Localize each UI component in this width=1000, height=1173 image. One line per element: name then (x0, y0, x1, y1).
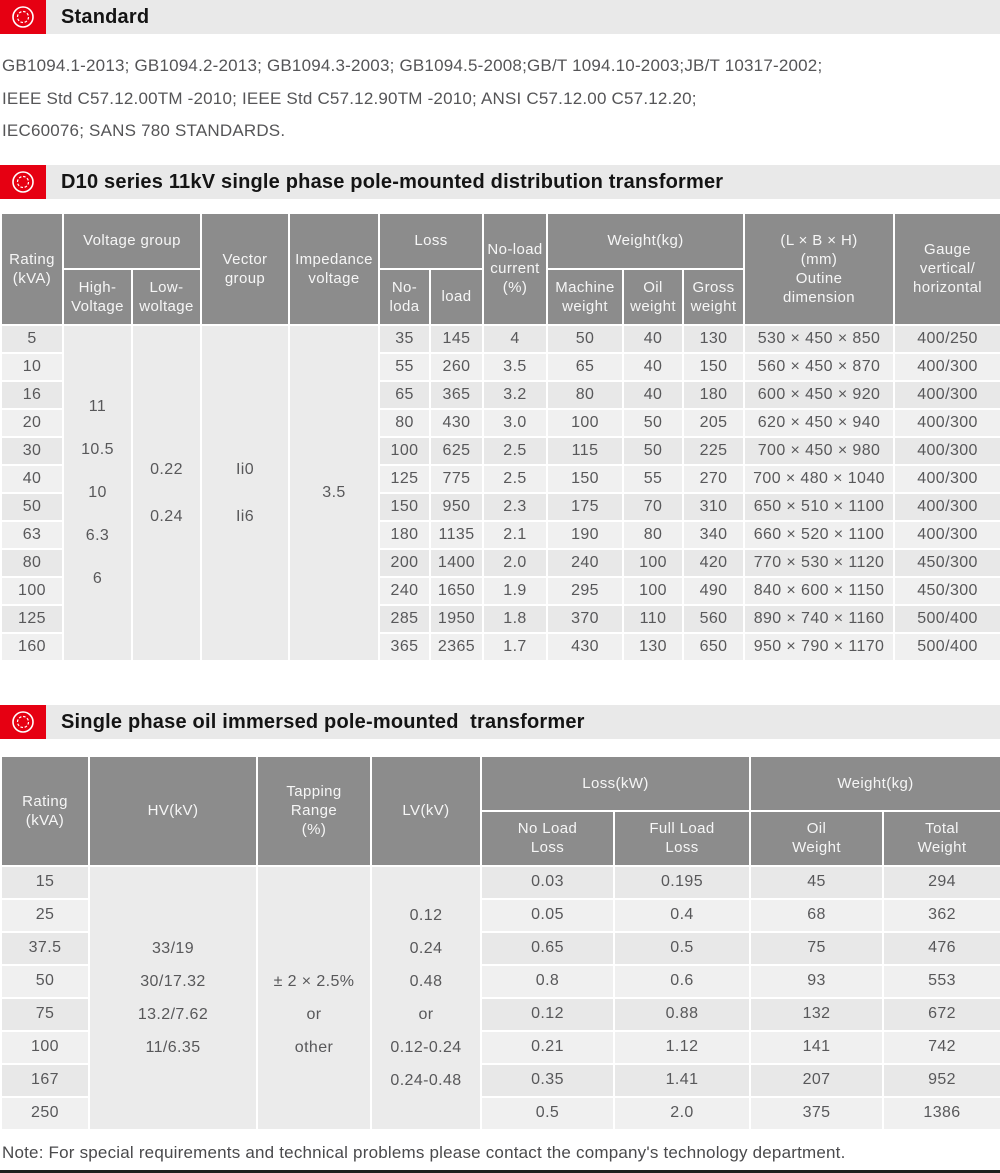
t1-header-no-load: No- loda (379, 269, 430, 325)
t1-cell-rating: 160 (1, 633, 63, 661)
standards-line-3: IEC60076; SANS 780 STANDARDS. (2, 121, 286, 140)
t1-cell-machine-weight: 370 (547, 605, 623, 633)
t1-header-no-load-current: No-load current (%) (483, 213, 547, 325)
t2-cell-total-weight: 294 (883, 866, 1000, 899)
t2-cell-total-weight: 672 (883, 998, 1000, 1031)
t2-merged-hv (89, 866, 257, 1130)
t1-merged-low-voltage (132, 325, 201, 661)
t1-cell-machine-weight: 100 (547, 409, 623, 437)
lv-value: 0.48 (409, 972, 443, 990)
t1-cell-gauge: 400/300 (894, 437, 1000, 465)
t2-cell-no-load-loss: 0.03 (481, 866, 614, 899)
t1-cell-rating: 50 (1, 493, 63, 521)
t1-cell-dimension: 770 × 530 × 1120 (744, 549, 894, 577)
t2-cell-rating: 37.5 (1, 932, 89, 965)
t1-cell-gross-weight: 150 (683, 353, 744, 381)
t1-cell-no-load-loss: 200 (379, 549, 430, 577)
t1-cell-no-load-loss: 55 (379, 353, 430, 381)
t1-header-vector-group: Vector group (201, 213, 289, 325)
t1-cell-gauge: 500/400 (894, 633, 1000, 661)
t2-cell-oil-weight: 132 (750, 998, 883, 1031)
hv-value: 11 (88, 398, 107, 415)
t2-cell-oil-weight: 207 (750, 1064, 883, 1097)
t1-cell-load-loss: 1400 (430, 549, 483, 577)
hv-value: 10.5 (81, 441, 114, 458)
hv-value: 6.3 (85, 527, 110, 544)
hv-value: 11/6.35 (145, 1038, 201, 1056)
t2-cell-rating: 100 (1, 1031, 89, 1064)
t2-header-hv: HV(kV) (89, 756, 257, 866)
t1-cell-rating: 80 (1, 549, 63, 577)
t2-cell-no-load-loss: 0.8 (481, 965, 614, 998)
oil-immersed-spec-table (0, 755, 1000, 1131)
section-bar-oil-immersed (0, 705, 1000, 739)
t1-cell-oil-weight: 55 (623, 465, 683, 493)
t2-cell-no-load-loss: 0.21 (481, 1031, 614, 1064)
lv-value: 0.24-0.48 (390, 1071, 462, 1089)
t1-cell-gross-weight: 205 (683, 409, 744, 437)
t2-cell-rating: 50 (1, 965, 89, 998)
section-title-standard: Standard (61, 6, 150, 28)
t2-cell-full-load-loss: 1.12 (614, 1031, 750, 1064)
t1-cell-load-loss: 1950 (430, 605, 483, 633)
t1-header-high-voltage: High- Voltage (63, 269, 132, 325)
t2-cell-total-weight: 553 (883, 965, 1000, 998)
t1-cell-gauge: 450/300 (894, 577, 1000, 605)
t1-cell-oil-weight: 40 (623, 353, 683, 381)
t2-cell-oil-weight: 141 (750, 1031, 883, 1064)
t1-cell-load-loss: 260 (430, 353, 483, 381)
t2-header-total-weight: Total Weight (883, 811, 1000, 866)
t1-cell-gauge: 400/300 (894, 353, 1000, 381)
t1-cell-rating: 125 (1, 605, 63, 633)
vector-value: Ii6 (235, 507, 255, 525)
t2-cell-no-load-loss: 0.65 (481, 932, 614, 965)
t1-cell-dimension: 560 × 450 × 870 (744, 353, 894, 381)
t1-header-oil-weight: Oil weight (623, 269, 683, 325)
t1-cell-no-load-loss: 125 (379, 465, 430, 493)
t1-cell-current: 2.3 (483, 493, 547, 521)
t1-cell-oil-weight: 100 (623, 577, 683, 605)
t1-header-load: load (430, 269, 483, 325)
t1-cell-gauge: 400/300 (894, 381, 1000, 409)
t1-cell-current: 3.0 (483, 409, 547, 437)
bottom-rule (0, 1170, 1000, 1173)
t2-cell-total-weight: 952 (883, 1064, 1000, 1097)
t1-cell-gross-weight: 180 (683, 381, 744, 409)
t1-cell-oil-weight: 40 (623, 381, 683, 409)
t2-cell-oil-weight: 75 (750, 932, 883, 965)
company-logo-icon (10, 4, 36, 30)
t2-cell-total-weight: 362 (883, 899, 1000, 932)
t1-header-impedance-voltage: Impedance voltage (289, 213, 379, 325)
t2-header-no-load-loss: No Load Loss (481, 811, 614, 866)
standards-line-2: IEEE Std C57.12.00TM -2010; IEEE Std C57.12.90TM -2010; ANSI C57.12.00 C57.12.20; (2, 88, 697, 108)
hv-value: 33/19 (151, 939, 195, 957)
t1-cell-current: 2.5 (483, 465, 547, 493)
red-badge (0, 705, 46, 739)
t2-header-lv: LV(kV) (371, 756, 481, 866)
t2-cell-full-load-loss: 2.0 (614, 1097, 750, 1130)
t2-header-weight: Weight(kg) (750, 756, 1000, 811)
t1-cell-no-load-loss: 240 (379, 577, 430, 605)
t1-cell-no-load-loss: 80 (379, 409, 430, 437)
t1-cell-oil-weight: 110 (623, 605, 683, 633)
t1-cell-no-load-loss: 100 (379, 437, 430, 465)
section-bar-d10 (0, 165, 1000, 199)
table-header-row (1, 213, 1000, 269)
t2-cell-full-load-loss: 0.5 (614, 932, 750, 965)
t1-cell-gross-weight: 420 (683, 549, 744, 577)
t1-cell-no-load-loss: 35 (379, 325, 430, 353)
t1-cell-gross-weight: 340 (683, 521, 744, 549)
t2-cell-oil-weight: 45 (750, 866, 883, 899)
t1-merged-high-voltage (63, 325, 132, 661)
lv-value: 0.22 (150, 460, 183, 478)
t1-merged-impedance (289, 325, 379, 661)
t2-cell-oil-weight: 93 (750, 965, 883, 998)
table-row (1, 325, 1000, 353)
t1-cell-gauge: 400/300 (894, 521, 1000, 549)
t1-cell-dimension: 600 × 450 × 920 (744, 381, 894, 409)
t1-cell-load-loss: 365 (430, 381, 483, 409)
t1-header-gauge: Gauge vertical/ horizontal (894, 213, 1000, 325)
t1-cell-machine-weight: 295 (547, 577, 623, 605)
hv-value: 6 (92, 570, 103, 587)
t1-cell-dimension: 950 × 790 × 1170 (744, 633, 894, 661)
t2-header-oil-weight: Oil Weight (750, 811, 883, 866)
t2-cell-oil-weight: 375 (750, 1097, 883, 1130)
t1-cell-gross-weight: 225 (683, 437, 744, 465)
t1-cell-oil-weight: 50 (623, 409, 683, 437)
t1-cell-load-loss: 2365 (430, 633, 483, 661)
t1-cell-oil-weight: 80 (623, 521, 683, 549)
t1-header-voltage-group: Voltage group (63, 213, 201, 269)
t1-cell-gross-weight: 310 (683, 493, 744, 521)
t1-header-weight: Weight(kg) (547, 213, 744, 269)
t2-cell-rating: 167 (1, 1064, 89, 1097)
t1-cell-rating: 100 (1, 577, 63, 605)
t1-cell-load-loss: 950 (430, 493, 483, 521)
t1-cell-gauge: 400/250 (894, 325, 1000, 353)
lv-value: 0.12 (409, 906, 443, 924)
t1-cell-gross-weight: 490 (683, 577, 744, 605)
t1-cell-load-loss: 1650 (430, 577, 483, 605)
t2-cell-no-load-loss: 0.05 (481, 899, 614, 932)
t1-cell-no-load-loss: 180 (379, 521, 430, 549)
t1-cell-machine-weight: 430 (547, 633, 623, 661)
t1-cell-current: 3.5 (483, 353, 547, 381)
t2-cell-full-load-loss: 0.4 (614, 899, 750, 932)
t2-cell-total-weight: 742 (883, 1031, 1000, 1064)
t2-cell-full-load-loss: 0.6 (614, 965, 750, 998)
t1-cell-no-load-loss: 365 (379, 633, 430, 661)
lv-value: 0.24 (409, 939, 443, 957)
t1-cell-oil-weight: 100 (623, 549, 683, 577)
t1-cell-gross-weight: 560 (683, 605, 744, 633)
vector-value: Ii0 (235, 460, 255, 478)
t2-cell-total-weight: 1386 (883, 1097, 1000, 1130)
t1-cell-load-loss: 1135 (430, 521, 483, 549)
t1-cell-machine-weight: 150 (547, 465, 623, 493)
standards-paragraph (2, 50, 1000, 148)
t1-cell-rating: 10 (1, 353, 63, 381)
tapping-value: or (306, 1006, 322, 1023)
t1-cell-rating: 16 (1, 381, 63, 409)
t1-cell-oil-weight: 70 (623, 493, 683, 521)
t1-cell-current: 3.2 (483, 381, 547, 409)
tapping-value: other (294, 1039, 334, 1056)
lv-value: or (418, 1005, 434, 1023)
d10-spec-table (0, 212, 1000, 662)
t1-header-gross-weight: Gross weight (683, 269, 744, 325)
t1-header-loss: Loss (379, 213, 483, 269)
t1-cell-machine-weight: 65 (547, 353, 623, 381)
t1-cell-no-load-loss: 150 (379, 493, 430, 521)
t2-header-tapping: Tapping Range (%) (257, 756, 371, 866)
t1-cell-rating: 20 (1, 409, 63, 437)
t1-merged-vector-group (201, 325, 289, 661)
section-title-d10: D10 series 11kV single phase pole-mounted distribution transformer (61, 170, 724, 193)
t1-cell-current: 2.1 (483, 521, 547, 549)
t2-header-loss: Loss(kW) (481, 756, 750, 811)
t2-cell-full-load-loss: 0.88 (614, 998, 750, 1031)
section-bar-standard (0, 0, 1000, 34)
t1-cell-oil-weight: 130 (623, 633, 683, 661)
t1-cell-no-load-loss: 285 (379, 605, 430, 633)
t2-cell-rating: 75 (1, 998, 89, 1031)
t1-header-rating: Rating (kVA) (1, 213, 63, 325)
company-logo-icon (10, 169, 36, 195)
t1-cell-gauge: 400/300 (894, 493, 1000, 521)
t1-cell-current: 2.0 (483, 549, 547, 577)
table-header-row (1, 756, 1000, 811)
t2-cell-total-weight: 476 (883, 932, 1000, 965)
t2-cell-no-load-loss: 0.35 (481, 1064, 614, 1097)
t1-cell-rating: 30 (1, 437, 63, 465)
t1-cell-dimension: 620 × 450 × 940 (744, 409, 894, 437)
t1-header-dimension: (L × B × H) (mm) Outine dimension (744, 213, 894, 325)
t2-header-full-load-loss: Full Load Loss (614, 811, 750, 866)
lv-value: 0.24 (150, 507, 183, 525)
hv-value: 13.2/7.62 (137, 1005, 209, 1023)
t1-cell-dimension: 700 × 480 × 1040 (744, 465, 894, 493)
impedance-value: 3.5 (322, 483, 346, 501)
t1-cell-rating: 5 (1, 325, 63, 353)
red-badge (0, 0, 46, 34)
t2-cell-rating: 25 (1, 899, 89, 932)
t2-merged-tapping (257, 866, 371, 1130)
t1-cell-current: 4 (483, 325, 547, 353)
t1-cell-current: 2.5 (483, 437, 547, 465)
section-title-oil-immersed: Single phase oil immersed pole-mounted transformer (61, 710, 585, 733)
company-logo-icon (10, 709, 36, 735)
t1-cell-machine-weight: 190 (547, 521, 623, 549)
t1-cell-machine-weight: 115 (547, 437, 623, 465)
t1-cell-current: 1.7 (483, 633, 547, 661)
table-row (1, 866, 1000, 899)
t2-cell-oil-weight: 68 (750, 899, 883, 932)
t1-cell-load-loss: 430 (430, 409, 483, 437)
hv-value: 10 (88, 484, 107, 501)
t1-cell-machine-weight: 50 (547, 325, 623, 353)
t2-cell-rating: 250 (1, 1097, 89, 1130)
t1-cell-gauge: 400/300 (894, 465, 1000, 493)
t1-cell-machine-weight: 80 (547, 381, 623, 409)
red-badge (0, 165, 46, 199)
t1-cell-oil-weight: 50 (623, 437, 683, 465)
t1-cell-load-loss: 145 (430, 325, 483, 353)
t1-cell-gauge: 500/400 (894, 605, 1000, 633)
t1-cell-dimension: 890 × 740 × 1160 (744, 605, 894, 633)
t1-cell-rating: 40 (1, 465, 63, 493)
t1-cell-dimension: 660 × 520 × 1100 (744, 521, 894, 549)
t1-cell-oil-weight: 40 (623, 325, 683, 353)
t1-cell-machine-weight: 240 (547, 549, 623, 577)
t1-cell-dimension: 840 × 600 × 1150 (744, 577, 894, 605)
t1-cell-gauge: 400/300 (894, 409, 1000, 437)
footer-note: Note: For special requirements and technical problems please contact the company's technology department. (2, 1142, 846, 1162)
t1-header-machine-weight: Machine weight (547, 269, 623, 325)
t1-cell-machine-weight: 175 (547, 493, 623, 521)
t1-cell-current: 1.8 (483, 605, 547, 633)
t1-cell-dimension: 530 × 450 × 850 (744, 325, 894, 353)
t2-cell-rating: 15 (1, 866, 89, 899)
t1-cell-gauge: 450/300 (894, 549, 1000, 577)
t1-header-low-voltage: Low- woltage (132, 269, 201, 325)
t1-cell-gross-weight: 650 (683, 633, 744, 661)
t2-header-rating: Rating (kVA) (1, 756, 89, 866)
t1-cell-rating: 63 (1, 521, 63, 549)
t1-cell-gross-weight: 270 (683, 465, 744, 493)
tapping-value: ± 2 × 2.5% (273, 973, 355, 990)
standards-line-1: GB1094.1-2013; GB1094.2-2013; GB1094.3-2003; GB1094.5-2008;GB/T 1094.10-2003;JB/T 10317-2002; (2, 56, 823, 75)
lv-value: 0.12-0.24 (390, 1038, 462, 1056)
t2-cell-full-load-loss: 1.41 (614, 1064, 750, 1097)
t2-cell-no-load-loss: 0.5 (481, 1097, 614, 1130)
t1-cell-gross-weight: 130 (683, 325, 744, 353)
t1-cell-load-loss: 625 (430, 437, 483, 465)
t1-cell-dimension: 650 × 510 × 1100 (744, 493, 894, 521)
t1-cell-dimension: 700 × 450 × 980 (744, 437, 894, 465)
t2-cell-full-load-loss: 0.195 (614, 866, 750, 899)
t2-cell-no-load-loss: 0.12 (481, 998, 614, 1031)
t1-cell-current: 1.9 (483, 577, 547, 605)
t2-merged-lv (371, 866, 481, 1130)
t1-cell-load-loss: 775 (430, 465, 483, 493)
t1-cell-no-load-loss: 65 (379, 381, 430, 409)
hv-value: 30/17.32 (140, 972, 206, 990)
